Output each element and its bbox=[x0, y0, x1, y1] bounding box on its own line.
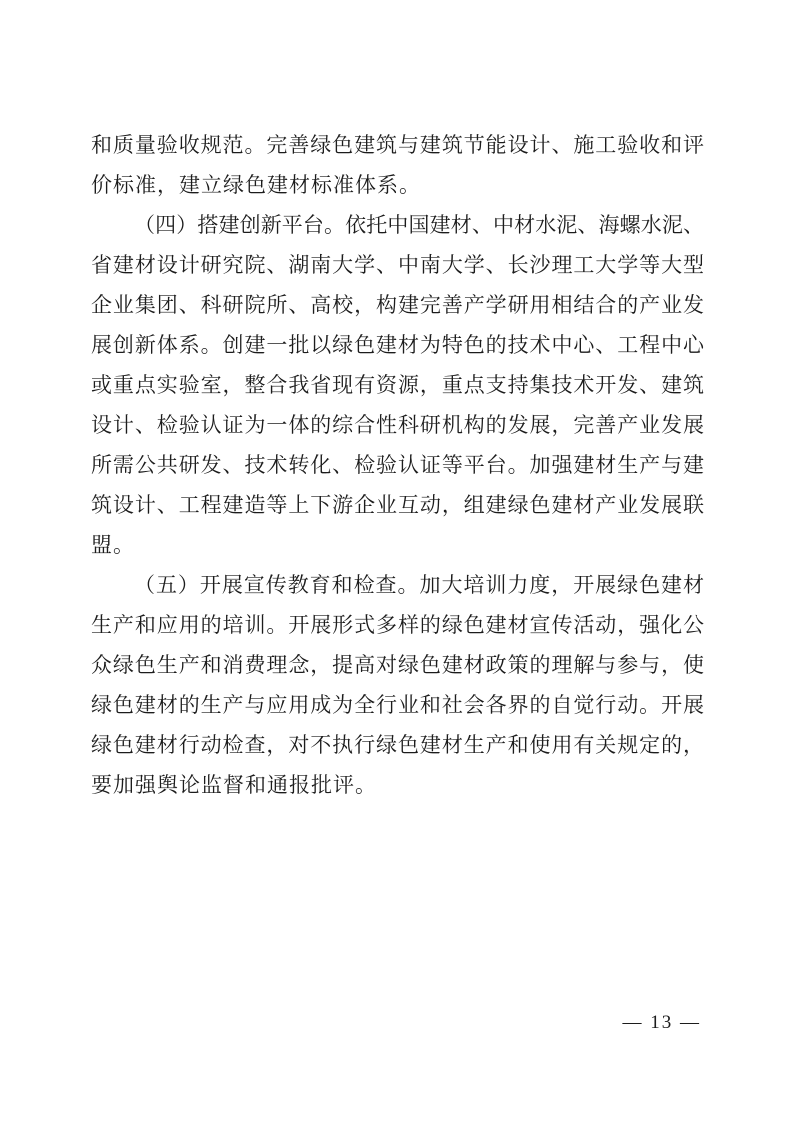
text-line: 省建材设计研究院、湖南大学、中南大学、长沙理工大学等大型 bbox=[91, 253, 704, 277]
text-line: （五）开展宣传教育和检查。加大培训力度，开展绿色建材 bbox=[134, 573, 704, 597]
text-line: 筑设计、工程建造等上下游企业互动，组建绿色建材产业发展联 bbox=[91, 493, 704, 517]
text-line: （四）搭建创新平台。依托中国建材、中材水泥、海螺水泥、 bbox=[134, 213, 704, 237]
text-line: 价标准，建立绿色建材标准体系。 bbox=[91, 173, 421, 197]
text-line: 展创新体系。创建一批以绿色建材为特色的技术中心、工程中心 bbox=[91, 333, 704, 357]
text-line: 绿色建材的生产与应用成为全行业和社会各界的自觉行动。开展 bbox=[91, 693, 704, 717]
text-line: 众绿色生产和消费理念，提高对绿色建材政策的理解与参与，使 bbox=[91, 653, 704, 677]
paragraph bbox=[91, 205, 704, 565]
text-line: 要加强舆论监督和通报批评。 bbox=[91, 773, 377, 797]
text-line: 或重点实验室，整合我省现有资源，重点支持集技术开发、建筑 bbox=[91, 373, 704, 397]
text-line: 设计、检验认证为一体的综合性科研机构的发展，完善产业发展 bbox=[91, 413, 704, 437]
page-number: — 13 — bbox=[622, 1012, 701, 1033]
paragraph bbox=[91, 125, 704, 205]
document-body bbox=[91, 125, 704, 805]
text-line: 所需公共研发、技术转化、检验认证等平台。加强建材生产与建 bbox=[91, 453, 704, 477]
paragraph bbox=[91, 565, 704, 805]
text-line: 和质量验收规范。完善绿色建筑与建筑节能设计、施工验收和评 bbox=[91, 133, 704, 157]
text-line: 企业集团、科研院所、高校，构建完善产学研用相结合的产业发 bbox=[91, 293, 704, 317]
text-line: 生产和应用的培训。开展形式多样的绿色建材宣传活动，强化公 bbox=[91, 613, 704, 637]
text-line: 盟。 bbox=[91, 533, 135, 557]
text-line: 绿色建材行动检查，对不执行绿色建材生产和使用有关规定的， bbox=[91, 733, 704, 757]
